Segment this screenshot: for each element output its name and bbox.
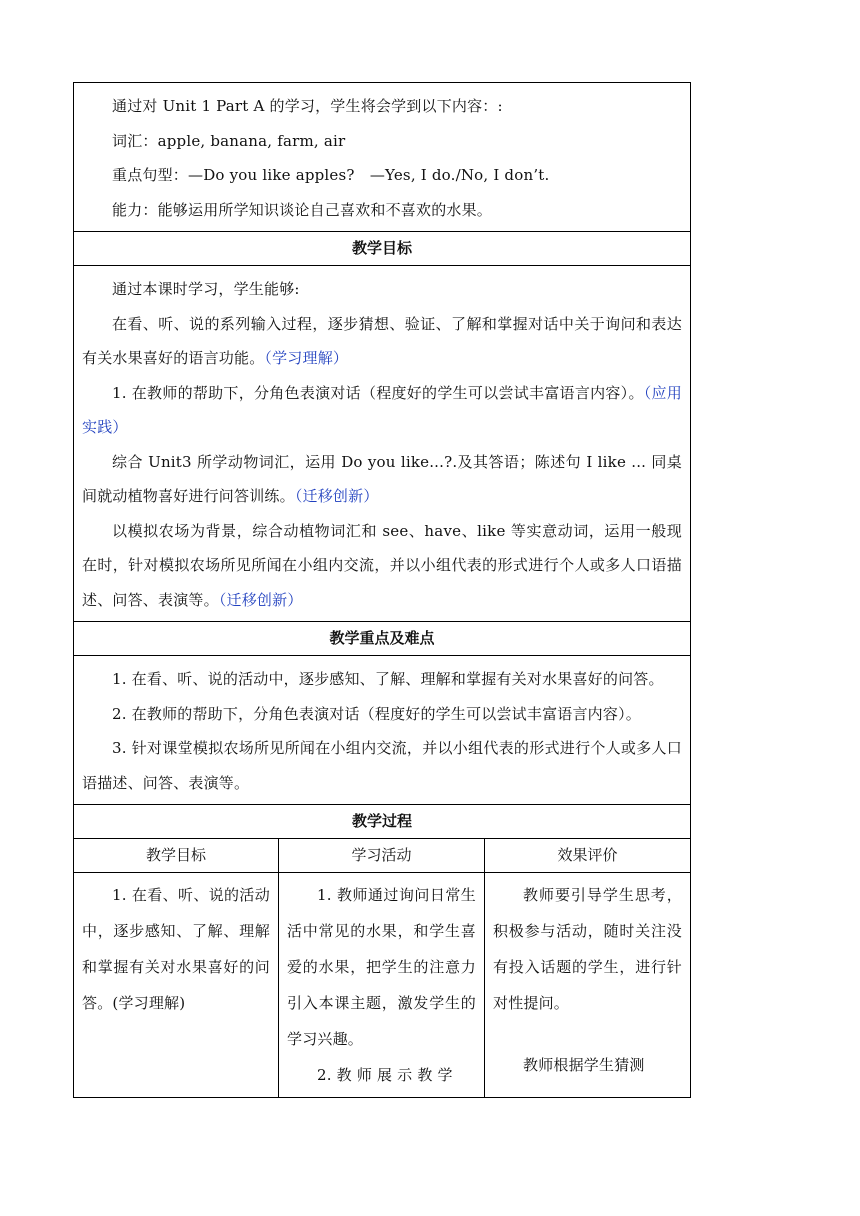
intro-cell <box>74 83 691 232</box>
objectives-heading: 教学目标 <box>74 232 691 266</box>
process-goal-text: 1. 在看、听、说的活动中，逐步感知、了解、理解和掌握有关对水果喜好的问答。(学习理解) <box>82 886 270 1012</box>
process-activity-text: 1. 教师通过询问日常生活中常见的水果，和学生喜爱的水果，把学生的注意力引入本课主题，激发学生的学习兴趣。 <box>287 886 476 1048</box>
key-points-heading: 教学重点及难点 <box>74 622 691 656</box>
lesson-plan-page <box>73 82 690 1098</box>
intro-vocab-line: 词汇：apple, banana, farm, air <box>112 131 346 150</box>
objective-tag: （迁移创新） <box>218 590 303 609</box>
objective-tag: （学习理解） <box>264 349 349 367</box>
objective-text: 以模拟农场为背景，综合动植物词汇和 see、have、like 等实意动词，运用一般现在时，针对模拟农场所见所闻在小组内交流，并以小组代表的形式进行个人或多人口语描述、问答、表演等。 <box>82 521 682 609</box>
process-evaluation-text: 教师根据学生猜测 <box>523 1056 645 1074</box>
objective-tag: （迁移创新） <box>294 487 379 505</box>
process-column-headers <box>74 839 691 873</box>
objective-text: 在看、听、说的系列输入过程，逐步猜想、验证、了解和掌握对话中关于询问和表达有关水果喜好的语言功能。 <box>82 314 682 367</box>
process-activity-cell <box>279 873 485 1098</box>
column-header-goal: 教学目标 <box>74 839 279 873</box>
key-point-item: 3. 针对课堂模拟农场所见所闻在小组内交流，并以小组代表的形式进行个人或多人口语描述、问答、表演等。 <box>82 739 682 792</box>
process-activity-text: 2. 教 师 展 示 教 学 <box>317 1066 453 1084</box>
process-heading: 教学过程 <box>74 805 691 839</box>
objective-tag: （应用实践） <box>82 383 682 436</box>
objective-item <box>82 514 682 618</box>
objective-text: 综合 Unit3 所学动物词汇，运用 Do you like...?.及其答语；陈述句 I like ... 同桌间就动植物喜好进行问答训练。 <box>82 452 682 505</box>
column-header-evaluation: 效果评价 <box>485 839 691 873</box>
key-point-item: 1. 在看、听、说的活动中，逐步感知、了解、理解和掌握有关对水果喜好的问答。 <box>112 670 664 688</box>
intro-line: 通过对 Unit 1 Part A 的学习，学生将会学到以下内容：: <box>112 97 503 115</box>
key-point-item: 2. 在教师的帮助下，分角色表演对话（程度好的学生可以尝试丰富语言内容）。 <box>112 704 641 723</box>
objective-item <box>82 307 682 376</box>
process-evaluation-text: 教师要引导学生思考，积极参与活动，随时关注没有投入话题的学生，进行针对性提问。 <box>493 886 682 1012</box>
intro-ability-line: 能力：能够运用所学知识谈论自己喜欢和不喜欢的水果。 <box>112 200 493 219</box>
objectives-lead: 通过本课时学习，学生能够: <box>112 280 300 298</box>
key-points-cell <box>74 656 691 805</box>
intro-row <box>74 83 691 232</box>
lesson-plan-table <box>73 82 691 1098</box>
process-row <box>74 873 691 1098</box>
objective-item <box>82 445 682 514</box>
objectives-cell <box>74 266 691 622</box>
column-header-activity: 学习活动 <box>279 839 485 873</box>
objective-item <box>82 376 682 445</box>
process-evaluation-cell <box>485 873 691 1098</box>
objective-text: 1. 在教师的帮助下，分角色表演对话（程度好的学生可以尝试丰富语言内容）。 <box>112 383 644 402</box>
process-goal-cell <box>74 873 279 1098</box>
intro-pattern-line: 重点句型：—Do you like apples? —Yes, I do./No, I don’t. <box>112 166 550 184</box>
